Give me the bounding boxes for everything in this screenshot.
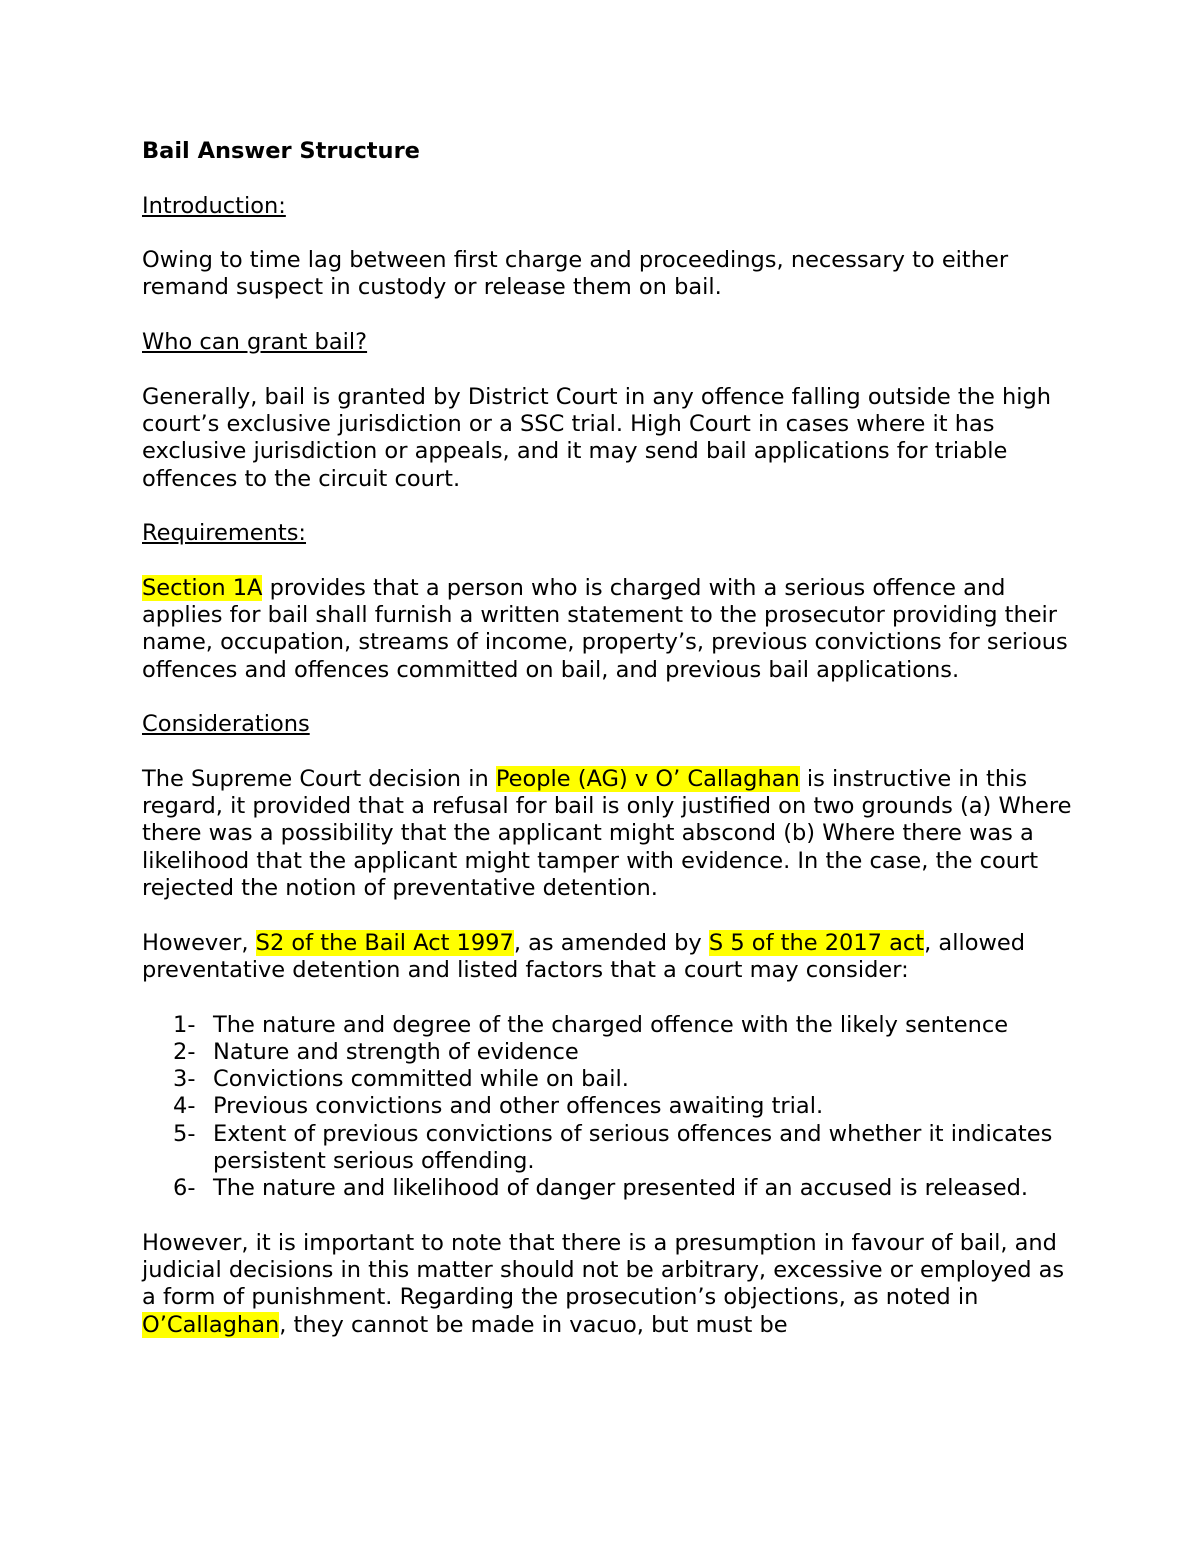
list-item-number: 6- — [173, 1175, 196, 1202]
list-item-text: Extent of previous convictions of serious offences and whether it indicates persistent serious offending. — [213, 1120, 1053, 1174]
list-item-number: 5- — [173, 1120, 196, 1147]
list-item-text: Convictions committed while on bail. — [213, 1066, 629, 1093]
considerations-paragraph-3 — [142, 1230, 1072, 1339]
who-heading — [142, 329, 1072, 356]
list-item-text: The nature and degree of the charged offence with the likely sentence — [213, 1011, 1009, 1038]
p3-before: However, it is important to note that there is a presumption in favour of bail, and judicial decisions in this matter should not be arbitrary, excessive or employed as a form of punishment. Regarding the prosecution’s objections, as noted in — [142, 1229, 1065, 1311]
considerations-paragraph-1 — [142, 766, 1072, 902]
list-item-number: 1- — [173, 1011, 196, 1038]
considerations-heading-text: Considerations — [142, 711, 310, 738]
list-item — [142, 1093, 1072, 1120]
intro-paragraph: Owing to time lag between first charge and proceedings, necessary to either remand suspect in custody or release them on bail. — [142, 247, 1009, 301]
document-title: Bail Answer Structure — [142, 138, 420, 164]
list-item-number: 2- — [173, 1038, 196, 1065]
amendment-act-highlight: S 5 of the 2017 act — [708, 929, 925, 956]
considerations-heading — [142, 711, 1072, 738]
list-item-number: 4- — [173, 1093, 196, 1120]
section-1a-highlight: Section 1A — [142, 574, 263, 601]
list-item — [142, 1039, 1072, 1066]
list-item-number: 3- — [173, 1066, 196, 1093]
intro-heading — [142, 193, 1072, 220]
ocallaghan-highlight: O’Callaghan — [142, 1311, 280, 1338]
intro-heading-text: Introduction: — [142, 192, 286, 219]
p2-before: However, — [142, 929, 256, 956]
document-page — [142, 138, 1072, 1366]
bail-act-highlight: S2 of the Bail Act 1997 — [255, 929, 514, 956]
p3-after: , they cannot be made in vacuo, but must be — [279, 1311, 788, 1338]
ocallaghan-case-highlight: People (AG) v O’ Callaghan — [495, 765, 800, 792]
requirements-paragraph — [142, 575, 1072, 684]
p2-after: , allowed preventative detention and listed factors that a court may consider: — [142, 929, 1026, 983]
considerations-paragraph-2 — [142, 930, 1072, 985]
list-item-text: The nature and likelihood of danger presented if an accused is released. — [213, 1175, 1029, 1202]
p1-before: The Supreme Court decision in — [142, 765, 496, 792]
list-item-text: Previous convictions and other offences awaiting trial. — [213, 1093, 824, 1120]
requirements-heading — [142, 520, 1072, 547]
requirements-heading-text: Requirements: — [142, 520, 307, 547]
list-item-text: Nature and strength of evidence — [213, 1038, 579, 1065]
list-item — [142, 1175, 1072, 1202]
requirements-text: provides that a person who is charged with a serious offence and applies for bail shall furnish a written statement to the prosecutor providing their name, occupation, streams of income, property’s, previous convictions for serious offences and offences committed on bail, and previous bail applications. — [142, 574, 1068, 683]
p2-middle: , as amended by — [513, 929, 709, 956]
list-item — [142, 1012, 1072, 1039]
who-paragraph: Generally, bail is granted by District Court in any offence falling outside the high court’s exclusive jurisdiction or a SSC trial. High Court in cases where it has exclusive jurisdiction or appeals, and it may send bail applications for triable offences to the circuit court. — [142, 383, 1052, 492]
factors-list — [142, 1012, 1072, 1203]
who-heading-text: Who can grant bail? — [142, 329, 368, 356]
p1-after: is instructive in this regard, it provided that a refusal for bail is only justified on two grounds (a) Where there was a possibility that the applicant might abscond (b) Where there was a likelihood that the applicant might tamper with evidence. In the case, the court rejected the notion of preventative detention. — [142, 765, 1072, 902]
list-item — [142, 1066, 1072, 1093]
list-item — [142, 1121, 1072, 1176]
